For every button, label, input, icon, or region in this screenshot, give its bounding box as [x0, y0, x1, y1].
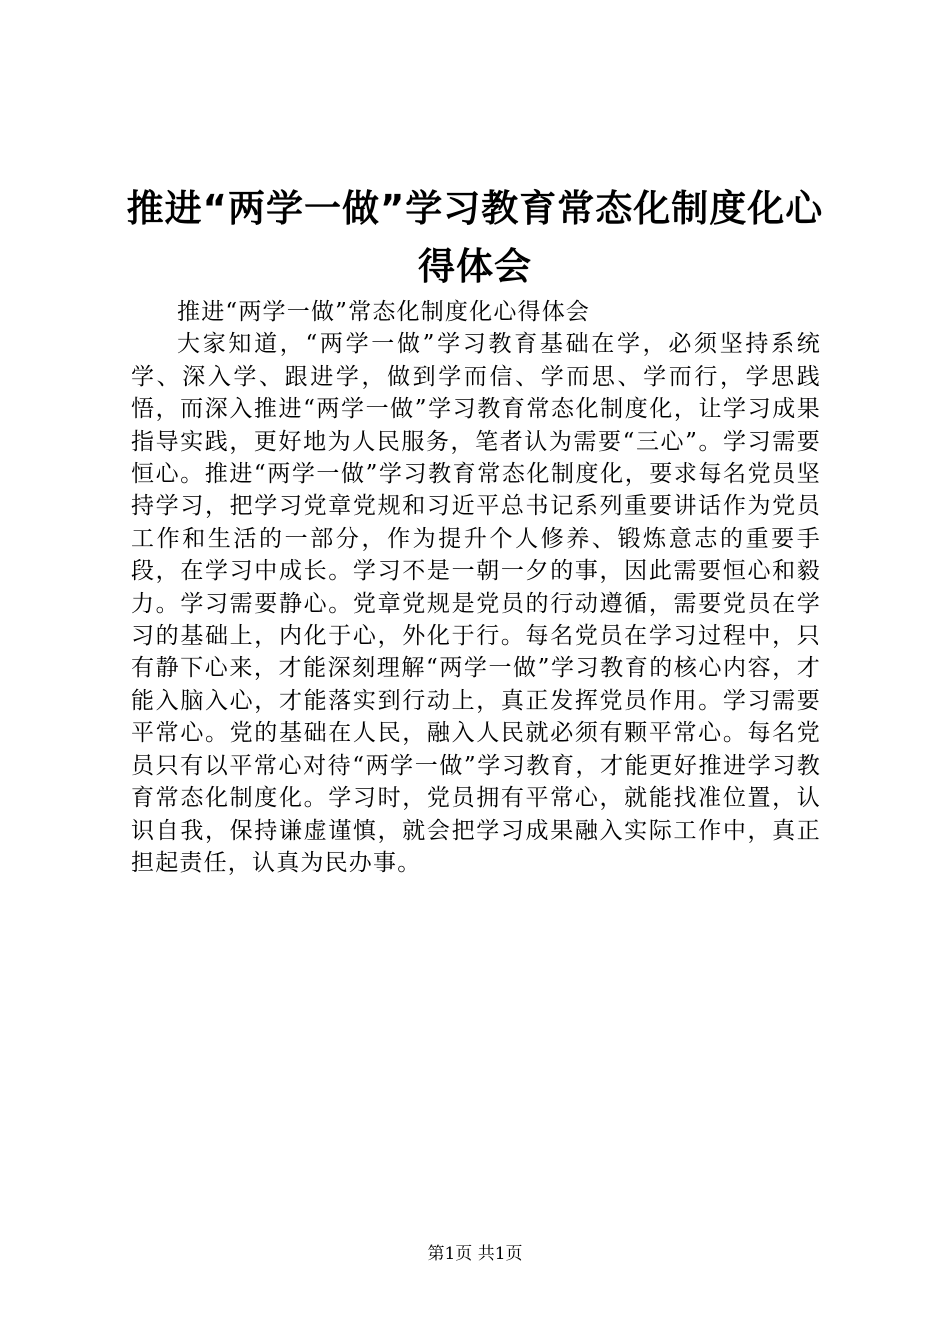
body-paragraph: 大家知道，“两学一做”学习教育基础在学，必须坚持系统学、深入学、跟进学，做到学而信、学而思、学而行，学思践悟，而深入推进“两学一做”学习教育常态化制度化，让学习成果指导实践，更好地为人民服务，笔者认为需要“三心”。学习需要恒心。推进“两学一做”学习教育常态化制度化，要求每名党员坚持学习，把学习党章党规和习近平总书记系列重要讲话作为党员工作和生活的一部分，作为提升个人修养、锻炼意志的重要手段，在学习中成长。学习不是一朝一夕的事，因此需要恒心和毅力。学习需要静心。党章党规是党员的行动遵循，需要党员在学习的基础上，内化于心，外化于行。每名党员在学习过程中，只有静下心来，才能深刻理解“两学一做”学习教育的核心内容，才能入脑入心，才能落实到行动上，真正发挥党员作用。学习需要平常心。党的基础在人民，融入人民就必须有颗平常心。每名党员只有以平常心对待“两学一做”学习教育，才能更好推进学习教育常态化制度化。学习时，党员拥有平常心，就能找准位置，认识自我，保持谦虚谨慎，就会把学习成果融入实际工作中，真正担起责任，认真为民办事。 — [131, 331, 821, 876]
document-body — [131, 296, 821, 879]
document-title: 推进“两学一做”学习教育常态化制度化心得体会 — [126, 187, 824, 288]
document-subtitle: 推进“两学一做”常态化制度化心得体会 — [177, 299, 591, 325]
page-number-footer: 第1页 共1页 — [427, 1244, 523, 1264]
